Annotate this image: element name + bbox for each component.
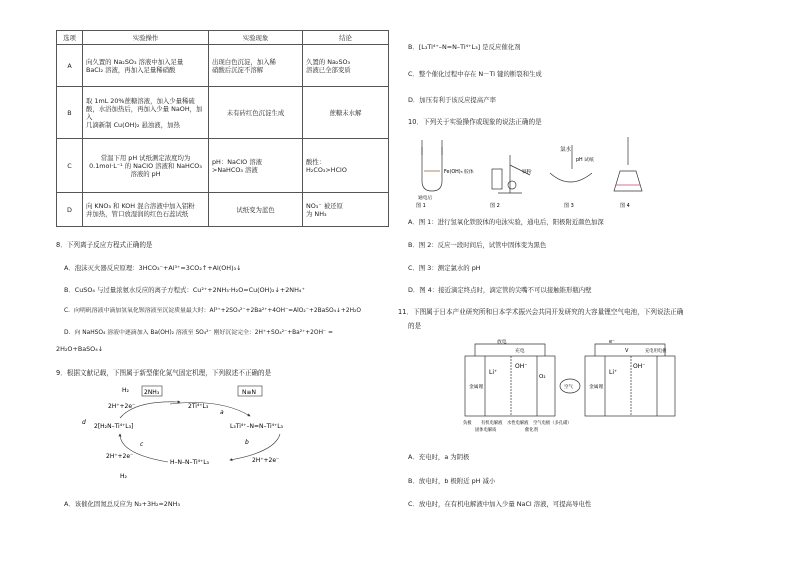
li-ion-left: Li⁺ <box>489 369 498 376</box>
q8-stem: 8．下列离子反应方程式正确的是 <box>56 241 153 249</box>
metal-li-right: 金属锂 <box>589 385 604 390</box>
solid-electrolyte-label: 固体电解质 <box>475 428 497 432</box>
phenomenon-cell: pH：NaClO 溶液 >NaHCO₃ 溶液 <box>209 139 303 193</box>
experiment-table <box>56 30 389 227</box>
ph-paper-label: pH 试纸 <box>576 158 594 163</box>
conclusion-cell: 蔗糖未水解 <box>303 87 389 139</box>
air-label: 空气 <box>564 385 573 390</box>
q11-option-a[interactable]: A．充电时，a 为阴极 <box>408 453 470 461</box>
q11-option-b[interactable]: B．放电时，b 极附近 pH 减小 <box>408 477 496 485</box>
oh-ion-left: OH⁻ <box>515 363 528 370</box>
label-c: c <box>140 441 144 448</box>
label-b: b <box>245 439 249 446</box>
option-cell: C <box>57 139 83 193</box>
metal-li-left: 金属锂 <box>469 385 484 390</box>
operation-cell: 常温下用 pH 试纸测定浓度均为 0.1mol·L⁻¹ 的 NaClO 溶液和 NaHCO₃ 溶液的 pH <box>83 139 209 193</box>
figure-4 <box>614 137 642 191</box>
table-header: 实验现象 <box>209 31 303 45</box>
species-b: H–N–N–Ti⁴⁺L₃ <box>170 459 209 466</box>
voltmeter-label: V <box>625 348 629 354</box>
after-power-label: 通电后 <box>418 196 433 201</box>
q9-option-d[interactable]: D．加压有利于该反应提高产率 <box>408 96 496 104</box>
conclusion-cell: 久置的 Na₂SO₃ 溶液已全部变质 <box>303 45 389 87</box>
option-cell: A <box>57 45 83 87</box>
phenomenon-cell: 试纸变为蓝色 <box>209 193 303 227</box>
q8-option-b[interactable]: B．CuSO₄ 与过量浓氨水反应的离子方程式：Cu²⁺+2NH₃·H₂O=Cu(OH)₂↓+2NH₄⁺ <box>64 286 305 294</box>
water-electrolyte-label: 水性电解液 <box>507 421 529 426</box>
q9-option-a[interactable]: A．该催化固氮总反应为 N₂+3H₂=2NH₃ <box>64 500 181 508</box>
option-cell: D <box>57 193 83 227</box>
q11-option-c[interactable]: C．放电时，在有机电解液中加入少量 NaCl 溶液，可提高导电性 <box>408 500 592 508</box>
table-row <box>57 193 389 227</box>
nitrogen-fixation-diagram <box>80 384 340 488</box>
discharge-label: 放电 <box>497 340 507 345</box>
li-ion-right: Li⁺ <box>609 369 618 376</box>
label-d: d <box>82 419 86 426</box>
q10-option-b[interactable]: B．图 2：反应一段时间后，试管中固体变为黑色 <box>408 241 547 249</box>
table-row <box>57 87 389 139</box>
q11-stem-cont: 的是 <box>408 322 422 330</box>
label-a: a <box>220 409 224 416</box>
q10-option-c[interactable]: C．图 3：测定氯水的 pH <box>408 264 481 272</box>
lithium-air-battery-diagram <box>455 338 685 432</box>
table-header: 实验操作 <box>83 31 209 45</box>
e-bottom: 2H⁺+2e⁻ <box>106 453 134 460</box>
table-header: 选项 <box>57 31 83 45</box>
figure-3-label: 图 3 <box>564 203 574 209</box>
table-header: 结论 <box>303 31 389 45</box>
q9-stem: 9．根据文献记载，下图属于新型催化氮气固定机理，下列叙述不正确的是 <box>56 369 272 377</box>
q8-option-c[interactable]: C．向明矾溶液中滴加氢氧化钡溶液至沉淀质量最大时：Al³⁺+2SO₄²⁻+2Ba²⁺+4OH⁻=AlO₂⁻+2BaSO₄↓+2H₂O <box>64 308 362 314</box>
chlorine-water-label: 氯水 <box>560 147 572 153</box>
conclusion-cell: 酸性： H₂CO₃>HClO <box>303 139 389 193</box>
operation-cell: 向 KNO₃ 和 KOH 混合溶液中加入铝粉 并加热，管口放湿润的红色石蕊试纸 <box>83 193 209 227</box>
q9-option-c[interactable]: C．整个催化过程中存在 N－Ti 键的断裂和生成 <box>408 70 542 78</box>
neg-label: 负极 <box>463 421 472 426</box>
nh3: 2NH₃ <box>144 389 160 396</box>
electron-label: e⁻ <box>609 339 615 345</box>
e-right: 2H⁺+2e⁻ <box>252 457 280 464</box>
e-left: 2H⁺+2e⁻ <box>108 403 136 410</box>
figure-4-label: 图 4 <box>620 203 630 209</box>
figure-2-label: 图 2 <box>490 203 500 209</box>
q10-figures <box>410 135 650 210</box>
q10-option-a[interactable]: A．图 1：进行氢氧化铁胶体的电泳实验，通电后，阳极附近颜色加深 <box>408 218 604 226</box>
o2-left: O₂ <box>539 374 546 380</box>
table-row <box>57 139 389 193</box>
table-row <box>57 45 389 87</box>
species-d: 2[H₂N–Ti⁴⁺L₃] <box>94 423 134 430</box>
catalyst-label: 催化剂 <box>525 428 538 432</box>
phenomenon-cell: 出现白色沉淀，加入稀 硝酸后沉淀不溶解 <box>209 45 303 87</box>
q10-option-d[interactable]: D．图 4：接近滴定终点时，滴定管的尖嘴不可以接触锥形瓶内壁 <box>408 286 592 294</box>
n2: N≡N <box>242 389 257 396</box>
q10-stem: 10．下列关于实验操作或现象的说法正确的是 <box>408 118 542 126</box>
q8-option-d[interactable]: D．向 NaHSO₄ 溶液中逐滴加入 Ba(OH)₂ 溶液至 SO₄²⁻ 刚好沉淀完全：2H⁺+SO₄²⁻+Ba²⁺+2OH⁻ = <box>64 330 333 336</box>
q8-option-d-cont: 2H₂O+BaSO₄↓ <box>56 345 104 353</box>
q8-option-a[interactable]: A．泡沫灭火器反应原理：3HCO₃⁻+Al³⁺=3CO₂↑+Al(OH)₃↓ <box>64 264 242 272</box>
operation-cell: 向久置的 Na₂SO₃ 溶液中加入足量 BaCl₂ 溶液，再加入足量稀硝酸 <box>83 45 209 87</box>
q11-stem: 11．下图属于日本产业研究所和日本学术振兴会共同开发研究的大容量锂空气电池，下列说法正确 <box>398 308 684 316</box>
species-a: L₃Ti⁴⁺–N=N–Ti⁴⁺L₃ <box>230 423 283 430</box>
conclusion-cell: NO₃⁻ 被还原 为 NH₃ <box>303 193 389 227</box>
organic-electrolyte-label: 有机电解液 <box>481 421 503 426</box>
fe-colloid-label: Fe(OH)₃ 胶体 <box>444 170 474 175</box>
option-cell: B <box>57 87 83 139</box>
figure-1 <box>422 140 442 191</box>
phenomenon-cell: 未有砖红色沉淀生成 <box>209 87 303 139</box>
operation-cell: 取 1mL 20%蔗糖溶液，加入少量稀硫 酸，水浴加热后，再加入少量 NaOH，加入 几滴新制 Cu(OH)₂ 悬浊液，加热 <box>83 87 209 139</box>
air-electrode-label: 空气电极（多孔碳） <box>533 421 572 426</box>
iron-powder-label: 铁粉 <box>522 170 532 175</box>
q9-option-b[interactable]: B．[L₃Ti⁴⁺–N=N–Ti⁴⁺L₃] 是反应催化剂 <box>408 43 521 51</box>
ti: 2Ti⁴⁺L₃ <box>188 403 209 410</box>
figure-1-label: 图 1 <box>416 203 426 209</box>
oh-ion-right: OH⁻ <box>633 363 646 370</box>
charging-electrode-label: 充电用电极 <box>645 349 667 354</box>
h2-bottom: H₂ <box>120 473 127 480</box>
charge-label: 充电 <box>515 349 525 354</box>
h2-top: H₂ <box>122 387 129 394</box>
